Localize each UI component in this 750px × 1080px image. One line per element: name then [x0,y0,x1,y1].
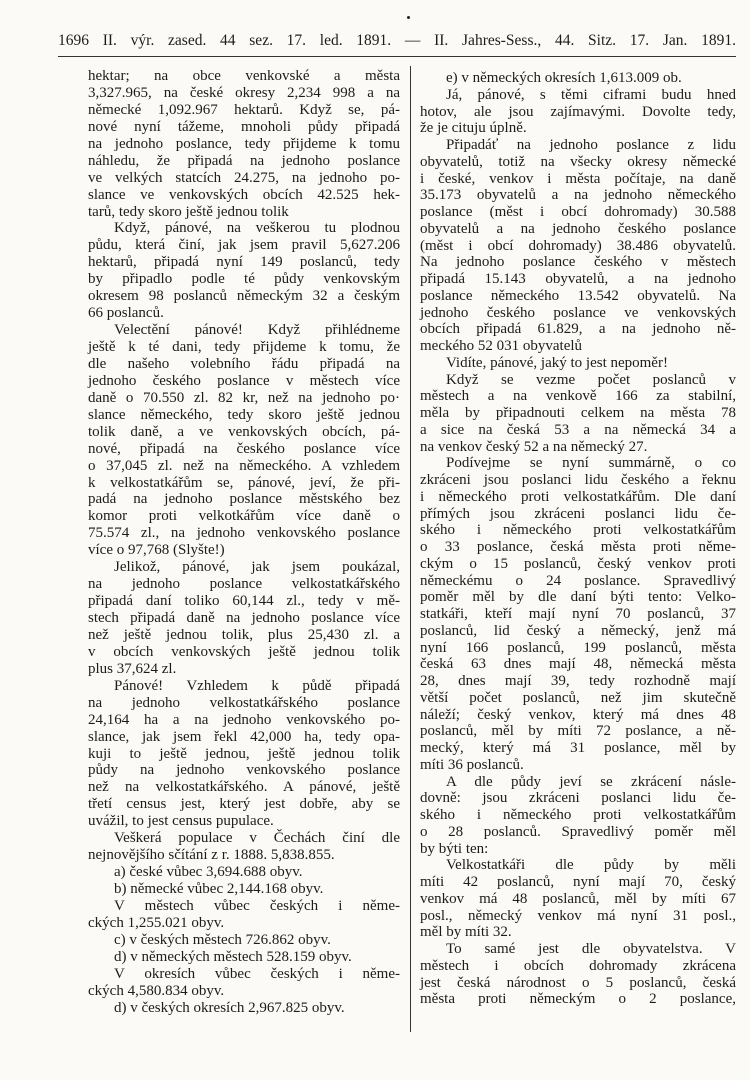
paragraph [420,774,736,858]
text-line: Jelikož, pánové, jak jsem poukázal, [114,559,400,576]
text-line: tarů, tedy skoro ještě jednou tolik [88,203,289,220]
text-line: města proti německým o 2 poslance, [420,991,736,1008]
text-line: nové nyní tážeme, mnoholi půdy připadá [88,118,400,135]
text-line: a sice na česká 53 a na německá 34 a [420,421,736,438]
text-line: o 37,045 zl. než na německého. A vzhledem [88,457,400,474]
text-line: nejnovějšího sčítání z r. 1888. 5,838.855. [88,847,335,864]
text-line: poměr měl by dle daní býti tento: Velko- [420,589,736,606]
text-line: Pánové! Vzhledem k půdě připadá [114,677,400,694]
paragraph [420,857,736,941]
paragraph [88,830,400,864]
text-line: Když se vezme počet poslanců v [446,371,736,388]
paragraph [88,1000,400,1017]
text-line: přímých jsou zkráceni poslanci lidu če- [420,505,736,522]
text-line: ského i německého proti velkostatkářům [420,522,736,539]
text-line: na jednoho poslance velkostatkářského [88,576,400,593]
text-line: Když, pánové, na veškerou tu plodnou [114,220,400,237]
text-line: náleží; český venkov, který má dnes 48 [420,706,736,723]
text-line: třetí census jest, který jest dobře, aby se [88,796,400,813]
text-line: 28, dnes mají 39, tedy rozhodně mají [420,673,736,689]
text-line: nyní 166 poslanců, 199 poslanců, města [420,639,736,656]
paragraph [88,898,400,932]
text-line: v obcích venkovských ještě jednou tolik [88,643,400,660]
text-line: půdu, která činí, jak jsem pravil 5,627.206 [88,237,400,254]
text-line: obyvatelů a na jednoho českého poslance [420,220,736,237]
text-line: Veškerá populace v Čechách činí dle [114,830,400,847]
text-line: a) české vůbec 3,694.688 obyv. [114,864,303,881]
paragraph [420,137,736,355]
paragraph [88,220,400,322]
text-line: Velectění pánové! Když přihlédneme [114,322,400,339]
column-divider [410,66,411,1032]
text-line: více o 97,768 (Slyšte!) [88,542,225,559]
paragraph [88,864,400,881]
text-line: posl., německý venkov má nyní 31 posl., [420,907,736,924]
text-line: německému o 24 poslance. Spravedlivý [420,572,736,589]
text-line: 35.173 obyvatelů a na jednoho německého [420,187,736,204]
paragraph [420,455,736,773]
text-line: jednoho českého poslance ve venkovských [420,304,736,321]
paragraph [88,678,400,830]
text-line: 3,327.965, na české okresy 2,234 998 a na [88,84,400,101]
text-line: tolik daně, a ve venkovských obcích, pá- [88,423,400,440]
text-line: b) německé vůbec 2,144.168 obyv. [114,881,324,897]
text-line: by býti ten: [420,840,489,857]
text-line: Velkostatkáři dle půdy by měli [446,857,736,874]
text-line: stech připadá daně na jednoho poslance více [88,610,400,626]
text-line: ještě k té dani, tedy přijdeme k tomu, že [88,339,400,355]
text-line: d) v německých městech 528.159 obyv. [114,948,352,965]
paragraph [88,559,400,678]
text-line: 75.574 zl., na jednoho venkovského poslance [88,525,400,542]
header-rule [58,56,736,57]
text-line: ského i německého proti velkostatkářům [420,807,736,823]
text-line: meckého 52 031 obyvatelů [420,338,583,354]
text-line: míti 42 poslanců, nyní mají 70, český [420,874,736,890]
text-line: daně o 70.550 zl. 82 kr, než na jednoho po· [88,389,400,406]
text-line: dle našeho volebního řádu připadá na [88,355,400,372]
text-line: okresem 98 poslanců německým 32 a českým [88,288,400,305]
text-line: jest česká národnost o 5 poslanců, česká [420,974,736,991]
text-line: kuji to ještě jednou, ještě jednou tolik [88,745,400,762]
paragraph [420,355,736,372]
left-column [88,68,400,1017]
text-line: statkáři, kteří mají nyní 70 poslanců, 37 [420,606,736,622]
text-line: hektar; na obce venkovské a města [88,68,400,84]
text-line: V okresích vůbec českých i něme- [114,965,400,982]
paragraph [88,68,400,220]
text-line: obyvatelů, totiž na všecky okresy německé [420,153,736,170]
text-line: mecký, který má 31 poslance, měl by [420,740,736,756]
text-line: plus 37,624 zl. [88,660,177,677]
text-line: Podívejme se nyní summárně, o co [446,455,736,472]
text-line: 24,164 ha a na jednoho venkovského po- [88,711,400,728]
text-line: padá na jednoho poslance městského bez [88,491,400,508]
text-line: (měst i obcí dohromady) 38.486 obyvatelů. [420,237,736,254]
text-line: měla by připadnouti celkem na města 78 [420,405,736,421]
text-line: dovně: jsou zkráceni poslanci lidu če- [420,790,736,807]
text-line: než na velkostatkářského. A pánové, ještě [88,779,400,796]
text-line: uvážil, to jest census pupulace. [88,813,274,830]
text-line: V městech vůbec českých i něme- [114,897,400,914]
text-line: na jednoho velkostatkářského poslance [88,694,400,711]
text-line: Já, pánové, s těmi ciframi budu hned [446,86,736,103]
paragraph [420,372,736,456]
text-line: ckých 4,580.834 obyv. [88,982,225,999]
text-line: míti 36 poslanců. [420,756,524,773]
text-line: městech a na venkově 166 za stabilní, [420,388,736,405]
paragraph [88,966,400,1000]
text-line: k velkostatkářům se, pánové, jeví, že při- [88,474,400,491]
text-line: poslanců, měl by míti 72 poslance, a ně- [420,723,736,740]
paragraph [420,70,736,87]
text-line: e) v německých okresích 1,613.009 ob. [446,70,682,86]
paragraph [420,941,736,1008]
text-line: o 28 poslanců. Spravedlivý poměr měl [420,823,736,840]
text-line: měl by míti 32. [420,924,512,941]
text-line: ckých 1,255.021 obyv. [88,914,225,931]
text-line: d) v českých okresích 2,967.825 obyv. [114,999,345,1016]
text-line: A dle půdy jeví se zkrácení násle- [446,773,736,790]
text-line: půdy na jednoho venkovského poslance [88,762,400,779]
text-line: německé 1,092.967 hektarů. Když se, pá- [88,101,400,118]
text-line: na venkov český 52 a na německý 27. [420,438,648,455]
text-line: jednoho českého poslance v městech více [88,372,400,389]
text-line: slance německého, tedy skoro ještě jednou [88,406,400,423]
text-line: na jednoho poslance, tedy přijdeme k tomu [88,135,400,152]
right-column [420,70,736,1008]
text-line: připadá 15.143 obyvatelů, a na jednoho [420,271,736,287]
text-line: nové, připadá na českého poslance více [88,440,400,457]
text-line: Připadáť na jednoho poslance z lidu [446,137,736,153]
text-line: náhledu, že připadá na jednoho poslance [88,152,400,169]
text-line: poslance (měst i obcí dohromady) 30.588 [420,204,736,220]
text-line: větší počet poslanců, než jim skutečně [420,689,736,706]
text-line: Na jednoho poslance českého v městech [420,254,736,271]
text-line: zkráceni jsou poslanci lidu českého a řeknu [420,472,736,488]
text-line: ckým o 15 poslanců, český venkov proti [420,555,736,572]
text-line: než ještě jednou tolik, plus 25,430 zl. a [88,626,400,643]
text-line: poslance německého 13.542 obyvatelů. Na [420,287,736,304]
paragraph [88,932,400,949]
paragraph [88,322,400,559]
text-line: ve velkých statcích 24.275, na jednoho po- [88,169,400,186]
paragraph [88,881,400,898]
text-line: by připadlo podle té půdy venkovským [88,271,400,288]
text-line: i české, venkov i města počítaje, na daně [420,170,736,187]
text-line: obcích připadá 61.829, a na jednoho ně- [420,321,736,338]
paragraph [420,87,736,137]
text-line: hektarů, připadá nyní 149 poslanců, tedy [88,254,400,271]
text-line: c) v českých městech 726.862 obyv. [114,931,331,948]
text-line: komor proti velkotkářům více daně o [88,508,400,525]
text-line: i německého proti velkostatkářům. Dle daní [420,488,736,505]
running-header: 1696 II. výr. zased. 44 sez. 17. led. 1891. — II. Jahres-Sess., 44. Sitz. 17. Jan. 1891. [58,32,736,49]
text-line: To samé jest dle obyvatelstva. V [446,941,736,957]
text-line: připadá daní toliko 60,144 zl., tedy v mě- [88,593,400,610]
text-line: poslanců, lid český a německý, jenž má [420,622,736,639]
text-line: hotov, ale jsou zajímavými. Dovolte tedy, [420,103,736,120]
text-line: Vidíte, pánové, jaký to jest nepoměr! [446,354,668,371]
print-speck [407,16,410,19]
text-line: slance, jak jsem řekl 42,000 ha, tedy opa- [88,728,400,745]
paragraph [88,949,400,966]
text-line: městech i obcích dohromady zkrácena [420,957,736,974]
text-line: venkov má 48 poslanců, měl by míti 67 [420,890,736,907]
text-line: že je cituju úplně. [420,120,527,137]
text-line: 66 poslanců. [88,305,164,322]
text-line: o 33 poslance, česká města proti něme- [420,539,736,555]
text-line: slance ve venkovských obcích 42.525 hek- [88,186,400,203]
text-line: česká 63 dnes mají 48, německá města [420,656,736,673]
